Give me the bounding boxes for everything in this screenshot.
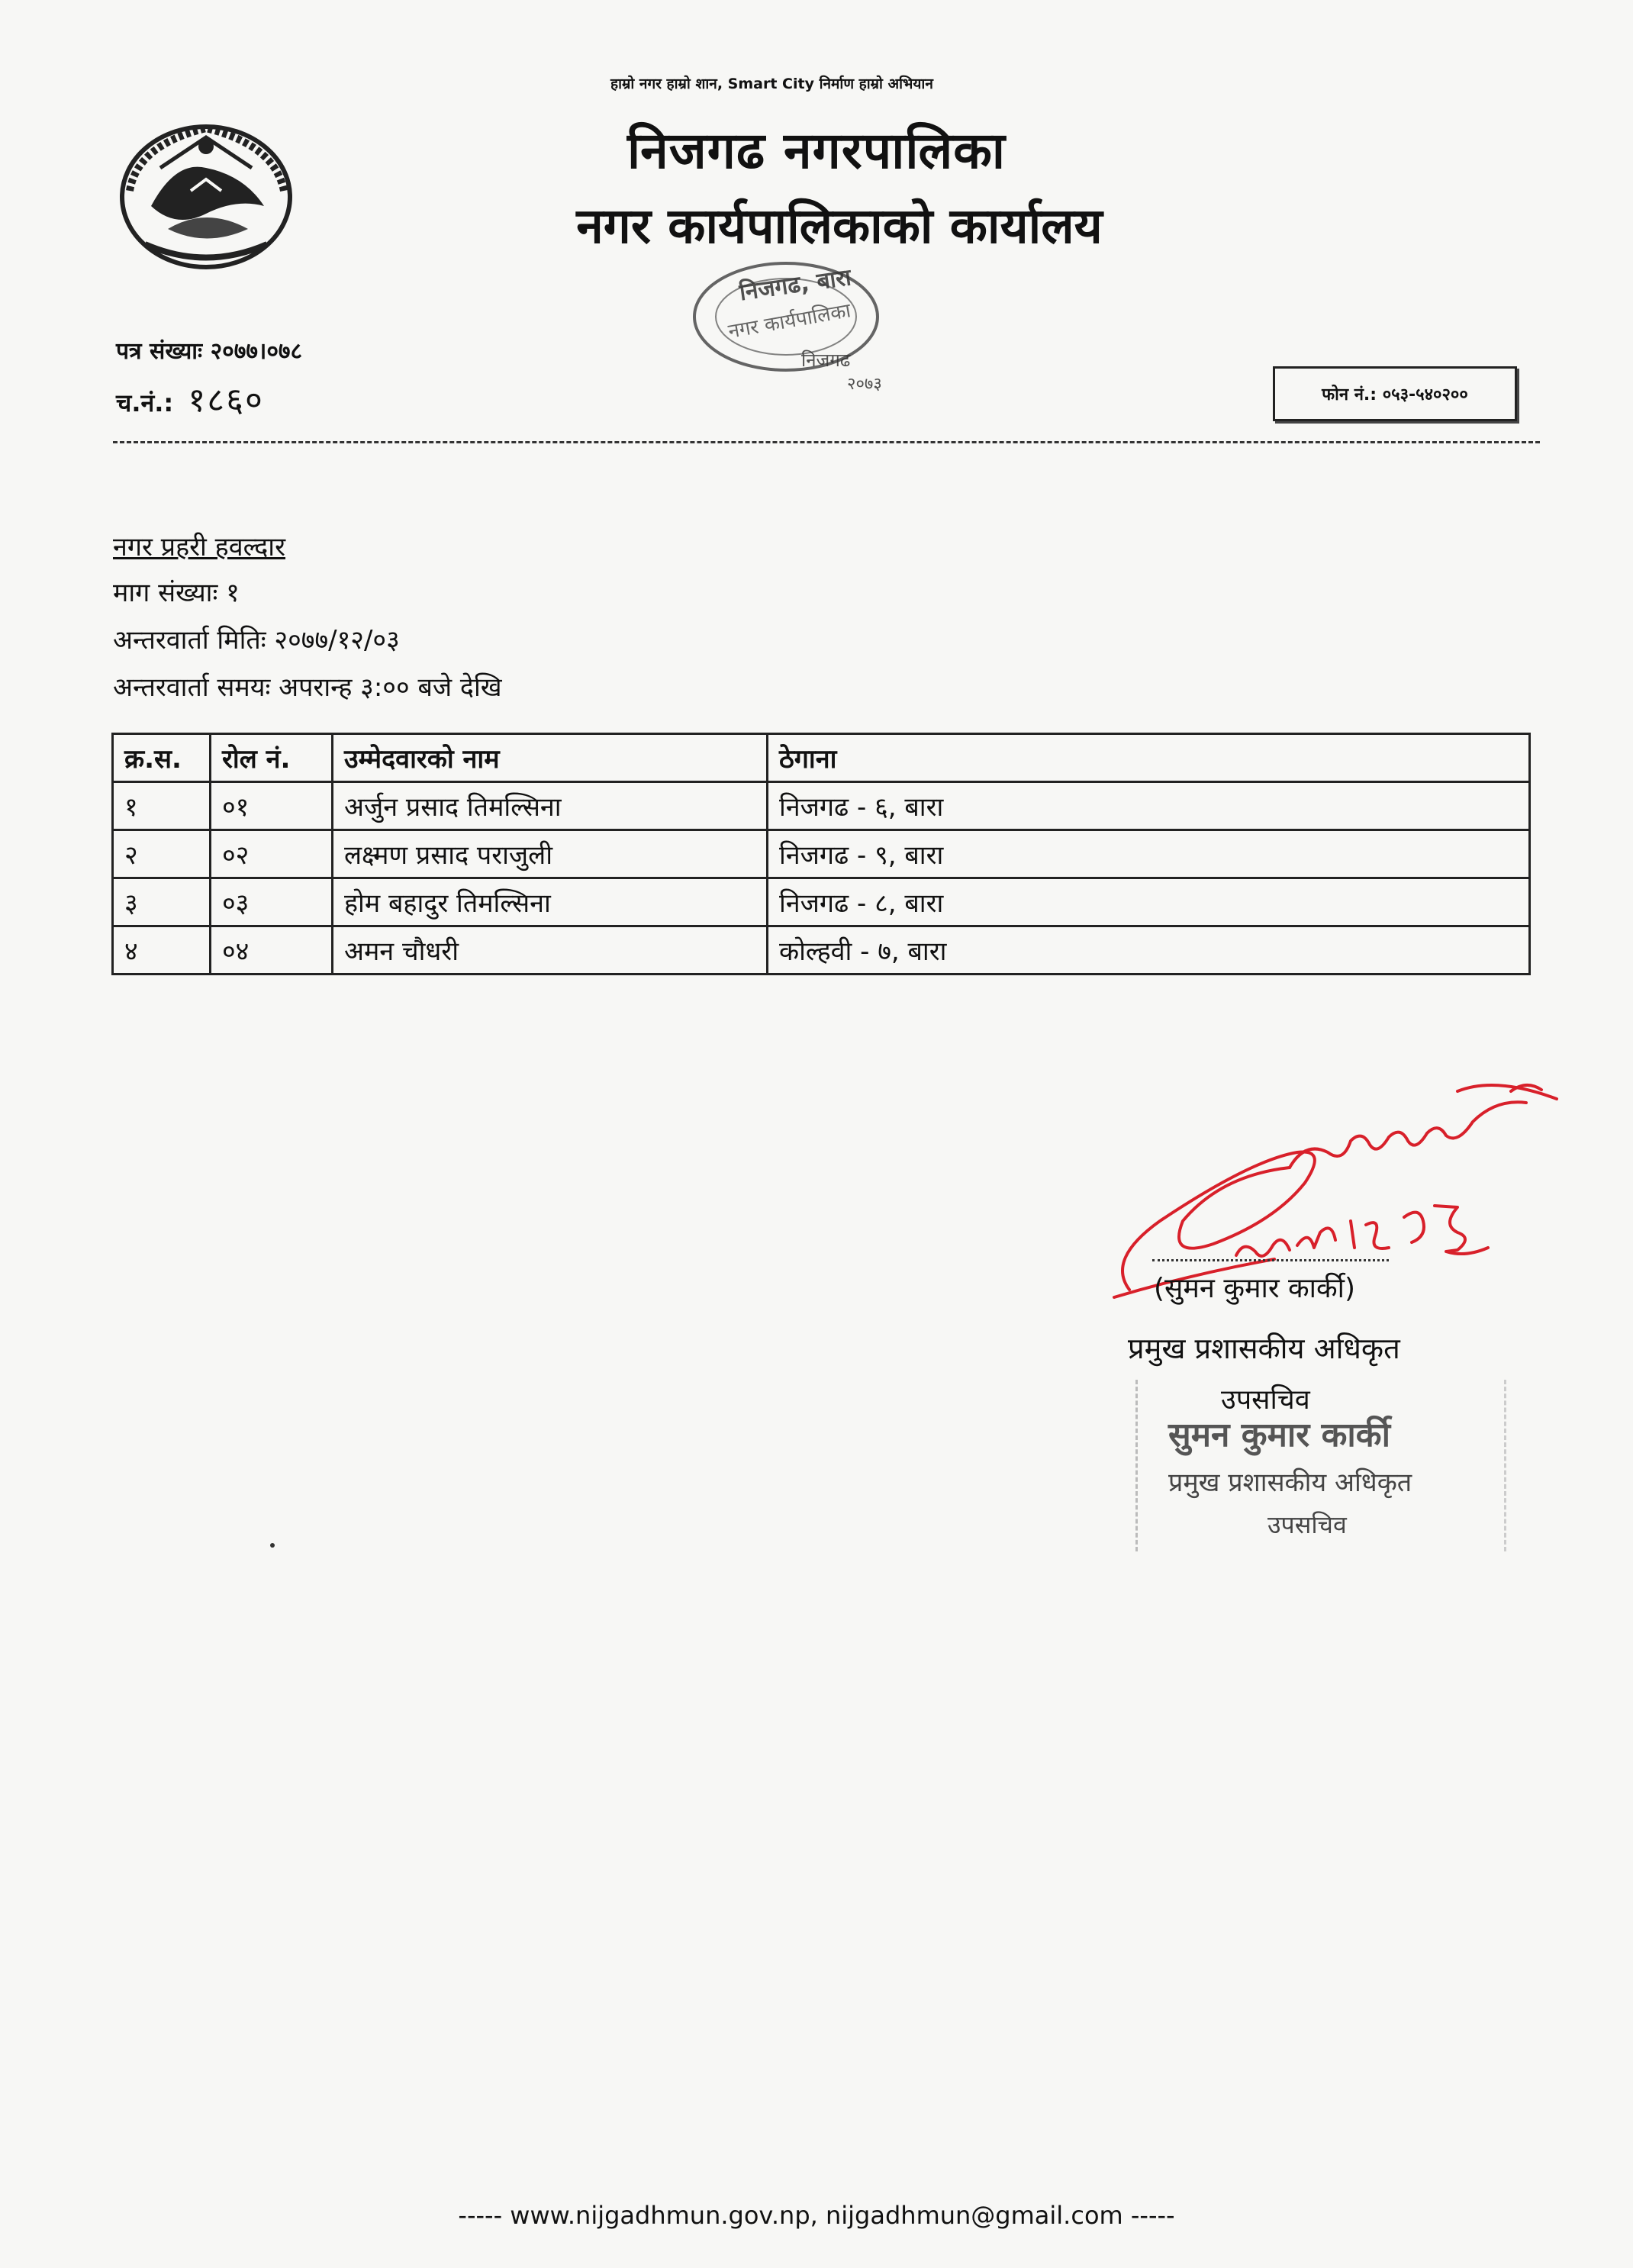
- reference-number: [116, 334, 302, 366]
- cell-serial: ३: [113, 878, 211, 926]
- demand-count: माग संख्याः १: [113, 578, 240, 608]
- cell-serial: २: [113, 830, 211, 878]
- cell-roll: ०१: [211, 782, 333, 830]
- cell-name: अमन चौधरी: [333, 926, 768, 975]
- stamp-name: सुमन कुमार कार्की: [1168, 1416, 1390, 1455]
- table-header-row: [113, 734, 1530, 782]
- table-row: [113, 878, 1530, 926]
- cell-roll: ०२: [211, 830, 333, 878]
- svg-text:२०७३: २०७३: [847, 375, 882, 394]
- signatory-title: प्रमुख प्रशासकीय अधिकृत: [1128, 1332, 1400, 1365]
- office-title: नगर कार्यपालिकाको कार्यालय: [576, 198, 1103, 255]
- cell-address: कोल्हवी - ७, बारा: [768, 926, 1530, 975]
- header-address: ठेगाना: [768, 734, 1530, 782]
- name-stamp: [1135, 1380, 1506, 1551]
- svg-text:नगर कार्यपालिका: नगर कार्यपालिका: [726, 299, 853, 343]
- signatory-name: (सुमन कुमार कार्की): [1154, 1273, 1355, 1304]
- table-row: [113, 830, 1530, 878]
- dispatch-label: च.नं.:: [116, 388, 174, 417]
- reference-value: २०७७।०७८: [210, 338, 303, 365]
- stray-mark: [270, 1543, 275, 1548]
- phone-box: फोन नं.: ०५३-५४०२००: [1273, 366, 1517, 421]
- header-roll: रोल नं.: [211, 734, 333, 782]
- candidate-table: [111, 733, 1531, 975]
- cell-name: लक्ष्मण प्रसाद पराजुली: [333, 830, 768, 878]
- slogan: हाम्रो नगर हाम्रो शान, Smart City निर्माण हाम्रो अभियान: [610, 76, 933, 92]
- table-row: [113, 782, 1530, 830]
- stamp-rank: उपसचिव: [1267, 1510, 1347, 1539]
- dispatch-number: [116, 375, 264, 421]
- svg-text:निजगढ: निजगढ: [801, 350, 851, 371]
- cell-address: निजगढ - ६, बारा: [768, 782, 1530, 830]
- cell-address: निजगढ - ८, बारा: [768, 878, 1530, 926]
- dispatch-value: १८६०: [188, 381, 264, 420]
- header-name: उम्मेदवारको नाम: [333, 734, 768, 782]
- table-row: [113, 926, 1530, 975]
- office-seal-stamp: [672, 244, 946, 404]
- municipality-title: निजगढ नगरपालिका: [627, 121, 1006, 180]
- cell-roll: ०३: [211, 878, 333, 926]
- cell-serial: ४: [113, 926, 211, 975]
- cell-roll: ०४: [211, 926, 333, 975]
- stamp-title: प्रमुख प्रशासकीय अधिकृत: [1168, 1467, 1412, 1498]
- header-serial: क्र.स.: [113, 734, 211, 782]
- reference-label: पत्र संख्याः: [116, 338, 203, 365]
- header-divider: [113, 441, 1540, 443]
- post-title: नगर प्रहरी हवल्दार: [113, 532, 286, 562]
- interview-time: अन्तरवार्ता समयः अपरान्ह ३:०० बजे देखि: [113, 672, 502, 703]
- cell-name: होम बहादुर तिमल्सिना: [333, 878, 768, 926]
- cell-serial: १: [113, 782, 211, 830]
- svg-text:निजगढ, बारा: निजगढ, बारा: [737, 264, 853, 307]
- signature-dotted-line: [1152, 1259, 1389, 1261]
- footer-contact: ----- www.nijgadhmun.gov.np, nijgadhmun@gmail.com -----: [458, 2201, 1175, 2230]
- cell-address: निजगढ - ९, बारा: [768, 830, 1530, 878]
- interview-date: अन्तरवार्ता मितिः २०७७/१२/०३: [113, 625, 400, 656]
- cell-name: अर्जुन प्रसाद तिमल्सिना: [333, 782, 768, 830]
- signatory-rank: उपसचिव: [1221, 1384, 1310, 1416]
